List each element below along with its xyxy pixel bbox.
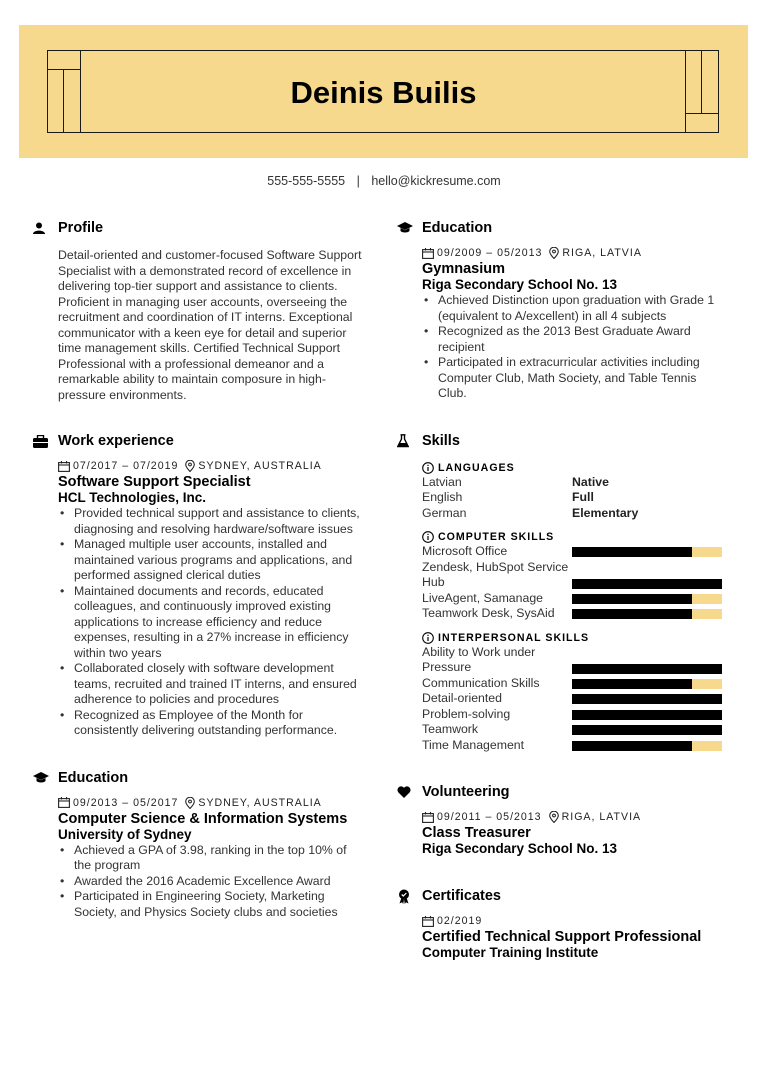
list-item: • Maintained documents and records, educated colleagues, and continuously improved existing applications to increase efficiency and reduce expenses, resulting in a 27% increase in efficiency within two years [58,584,363,662]
degree-title: Gymnasium [422,261,505,277]
volunteering-section [397,782,727,857]
list-item [422,722,727,738]
certificate-issuer: Computer Training Institute [422,945,599,960]
education-right-section [397,218,727,402]
section-title-education [33,768,363,788]
calendar-icon [58,461,70,472]
person-icon [33,222,58,234]
education-bullets [58,843,363,921]
list-item [422,544,727,560]
email-link[interactable]: hello@kickresume.com [371,174,501,188]
degree-title: Computer Science & Information Systems [58,810,348,827]
skill-level-bar [572,679,722,689]
list-item [422,738,727,754]
list-item [422,606,727,622]
location-pin-icon [185,797,195,809]
info-icon [422,462,434,474]
certificate-name: Certified Technical Support Professional [422,929,702,945]
language-name: English [422,490,463,504]
education-meta [58,796,363,810]
skill-level-bar [572,547,722,557]
skill-level-fill [572,679,692,689]
language-level: Elementary [572,505,639,520]
work-bullets [58,506,363,739]
skill-level-bar [572,710,722,720]
list-item [422,490,727,506]
computer-skills-heading [422,530,727,544]
list-item [422,560,727,591]
school-name: Riga Secondary School No. 13 [422,277,618,292]
skill-level-bar [572,594,722,604]
skill-level-bar [572,609,722,619]
section-title-text: Education [422,220,493,236]
briefcase-icon [33,435,58,448]
list-item [422,707,727,723]
education-meta [422,246,727,260]
right-column [397,218,727,961]
list-item: • Managed multiple user accounts, installed and maintained various programs and applications, and performed assigned clerical duties [58,537,363,584]
skill-name: Teamwork Desk, SysAid [422,606,555,620]
section-title-text: Profile [58,220,104,236]
language-name: Latvian [422,474,462,489]
list-item [422,506,727,522]
computer-skills-list [422,544,727,622]
section-title-work [33,431,363,451]
list-item: • Collaborated closely with software development teams, recruited and trained IT interns, and ensured adherence to policies and procedures [58,661,363,708]
education-bullets [422,293,727,402]
work-section [33,431,363,739]
work-location: SYDNEY, AUSTRALIA [198,460,322,472]
left-column [33,218,363,920]
section-title-certificates [397,886,727,906]
section-title-profile [33,218,363,238]
list-item [422,691,727,707]
skill-heading-text: INTERPERSONAL SKILLS [438,631,590,644]
calendar-icon [58,797,70,808]
list-item [422,645,727,676]
volunteering-meta [422,810,727,824]
job-title: Software Support Specialist [58,474,251,490]
phone-text: 555-555-5555 [267,174,346,188]
skill-level-fill [572,579,722,589]
list-item [422,475,727,491]
skill-level-fill [572,594,692,604]
list-item: • Participated in Engineering Society, Marketing Society, and Physics Society clubs and societies [58,889,363,920]
skill-level-bar [572,741,722,751]
skill-name: Microsoft Office [422,544,508,558]
section-title-text: Skills [422,432,460,449]
skill-level-bar [572,664,722,674]
skill-level-fill [572,725,722,735]
skill-name: Communication Skills [422,675,540,690]
volunteer-org: Riga Secondary School No. 13 [422,841,618,856]
list-item [422,591,727,607]
skill-name: Time Management [422,737,525,752]
section-title-text: Certificates [422,888,501,904]
skill-level-bar [572,725,722,735]
skill-level-fill [572,664,722,674]
profile-section [33,218,363,403]
skill-level-fill [572,710,722,720]
flask-icon [397,434,422,448]
skill-name: Teamwork [422,722,479,736]
skill-name: LiveAgent, Samanage [422,590,544,605]
location-pin-icon [549,247,559,259]
graduation-cap-icon [33,772,58,784]
profile-text: Detail-oriented and customer-focused Software Support Specialist with a demonstrated record of excellence in delivering top-tier support and assistance to clients. Proficient in managing user accounts, overseeing the recruitment and coordination of IT interns. Exceptional communicator with a keen eye for detail and superior time management skills. Certified Technical Support Professional with a professional demeanor and a remarkable ability to maintain composure in high-pressure environments. [58,248,362,402]
certificate-meta [422,914,727,928]
calendar-icon [422,916,434,927]
skill-level-fill [572,609,692,619]
skill-level-fill [572,547,692,557]
list-item: • Recognized as the 2013 Best Graduate Award recipient [422,324,727,355]
section-title-volunteering [397,782,727,802]
languages-heading [422,461,727,475]
contact-line [0,174,768,188]
skills-section [397,431,727,754]
section-title-text: Education [58,769,129,786]
education-date: 09/2009 – 05/2013 [437,247,543,259]
candidate-name: Deinis Builis [290,75,477,110]
school-name: University of Sydney [58,826,192,842]
header-band [19,25,748,158]
info-icon [422,531,434,543]
volunteer-role: Class Treasurer [422,825,531,841]
skill-name: Problem-solving [422,706,511,721]
education-location: RIGA, LATVIA [562,247,642,259]
list-item: • Provided technical support and assistance to clients, diagnosing and resolving hardware/software issues [58,506,363,537]
calendar-icon [422,248,434,259]
section-title-education [397,218,727,238]
location-pin-icon [549,811,559,823]
contact-separator: | [356,174,360,188]
language-level: Full [572,490,594,504]
list-item: • Achieved a GPA of 3.98, ranking in the top 10% of the program [58,843,363,874]
skill-level-fill [572,694,722,704]
company-name: HCL Technologies, Inc. [58,490,207,505]
list-item [422,676,727,692]
work-date: 07/2017 – 07/2019 [73,460,179,472]
work-meta [58,459,363,473]
list-item: • Participated in extracurricular activities including Computer Club, Math Society, and Table Tennis Club. [422,355,727,402]
language-level: Native [572,474,609,489]
skill-name: Ability to Work under Pressure [422,644,536,674]
section-title-text: Work experience [58,433,174,449]
list-item: • Achieved Distinction upon graduation with Grade 1 (equivalent to A/excellent) in all 4 subjects [422,293,727,324]
certificate-date: 02/2019 [437,915,483,927]
skill-name: Zendesk, HubSpot Service Hub [422,559,569,589]
languages-list [422,475,727,522]
skill-name: Detail-oriented [422,691,502,705]
volunteering-location: RIGA, LATVIA [561,811,642,823]
education-left-section [33,768,363,921]
skill-level-fill [572,741,692,751]
section-title-skills [397,431,727,451]
award-icon [397,889,422,904]
info-icon [422,632,434,644]
heart-icon [397,786,422,798]
volunteering-date: 09/2011 – 05/2013 [437,811,542,823]
education-date: 09/2013 – 05/2017 [73,796,179,809]
language-name: German [422,505,467,520]
education-location: SYDNEY, AUSTRALIA [198,796,322,809]
skill-level-bar [572,694,722,704]
skill-heading-text: COMPUTER SKILLS [438,531,555,543]
location-pin-icon [185,460,195,472]
list-item: • Awarded the 2016 Academic Excellence Award [58,874,363,890]
graduation-cap-icon [397,222,422,234]
skill-heading-text: LANGUAGES [438,461,515,474]
certificates-section [397,886,727,961]
interpersonal-skills-list [422,645,727,754]
list-item: • Recognized as Employee of the Month for consistently delivering outstanding performance. [58,708,363,739]
calendar-icon [422,812,434,823]
section-title-text: Volunteering [422,784,510,800]
interpersonal-skills-heading [422,631,727,645]
skill-level-bar [572,579,722,589]
